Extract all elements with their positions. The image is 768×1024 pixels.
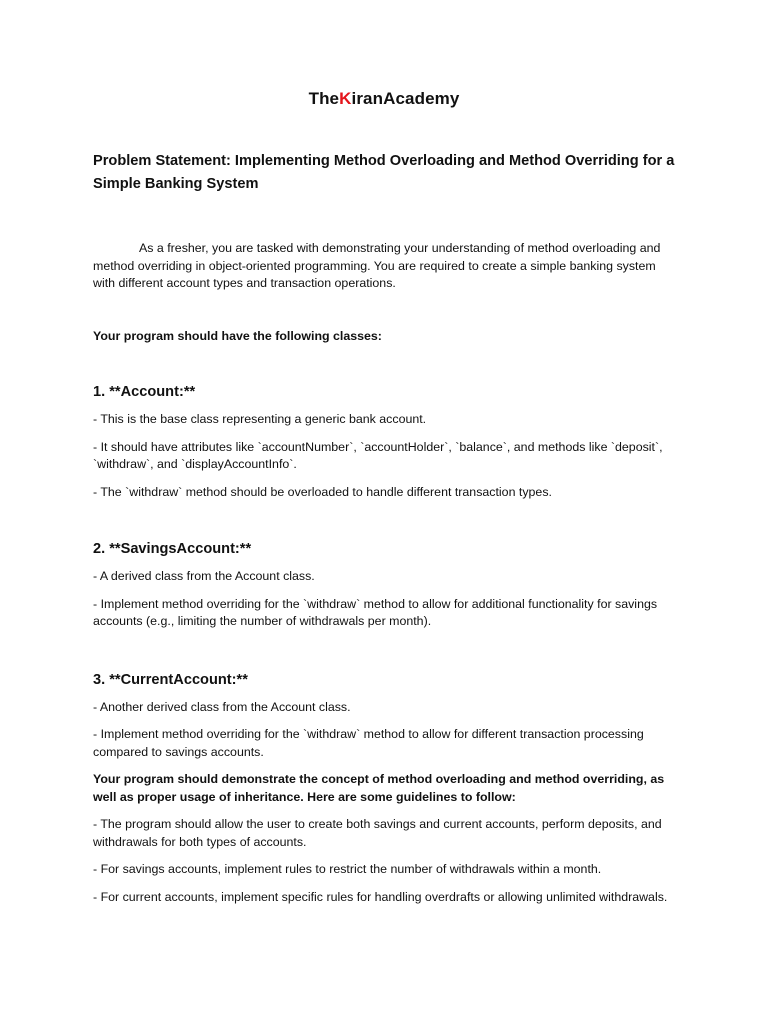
- account-item: - The `withdraw` method should be overloaded to handle different transaction types.: [93, 484, 552, 499]
- account-item: - This is the base class representing a generic bank account.: [93, 412, 427, 426]
- brand-prefix: The: [308, 89, 340, 108]
- section-heading-current-account: 3. **CurrentAccount:**: [93, 671, 248, 688]
- document-body: [93, 150, 678, 906]
- classes-lead: Your program should have the following classes:: [93, 328, 382, 343]
- guideline-item: - For current accounts, implement specific rules for handling overdrafts or allowing unlimited withdrawals.: [93, 889, 668, 904]
- brand-accent-letter: K: [339, 89, 352, 108]
- current-account-item: - Implement method overriding for the `withdraw` method to allow for different transaction processing compared to savings accounts.: [93, 727, 644, 759]
- savings-account-item: - Implement method overriding for the `withdraw` method to allow for additional functionality for savings accounts (e.g., limiting the number of withdrawals per month).: [93, 596, 658, 628]
- problem-title: Problem Statement: Implementing Method Overloading and Method Overriding for a Simple Banking System: [93, 153, 675, 192]
- guidelines-lead: Your program should demonstrate the concept of method overloading and method overriding, as well as proper usage of inheritance. Here are some guidelines to follow:: [93, 772, 665, 804]
- account-item: - It should have attributes like `accountNumber`, `accountHolder`, `balance`, and methods like `deposit`, `withdraw`, and `displayAccountInfo`.: [93, 439, 663, 471]
- guideline-item: - The program should allow the user to create both savings and current accounts, perform deposits, and withdrawals for both types of accounts.: [93, 817, 662, 849]
- current-account-item: - Another derived class from the Account class.: [93, 699, 351, 714]
- intro-paragraph: As a fresher, you are tasked with demonstrating your understanding of method overloading and method overriding in object-oriented programming. You are required to create a simple banking system with different account types and transaction operations.: [93, 241, 661, 290]
- guideline-item: - For savings accounts, implement rules to restrict the number of withdrawals within a month.: [93, 862, 602, 876]
- savings-account-item: - A derived class from the Account class.: [93, 569, 315, 583]
- section-heading-account: 1. **Account:**: [93, 384, 196, 400]
- section-heading-savings-account: 2. **SavingsAccount:**: [93, 541, 252, 557]
- brand-suffix: iranAcademy: [351, 89, 460, 108]
- brand-title: [0, 89, 768, 109]
